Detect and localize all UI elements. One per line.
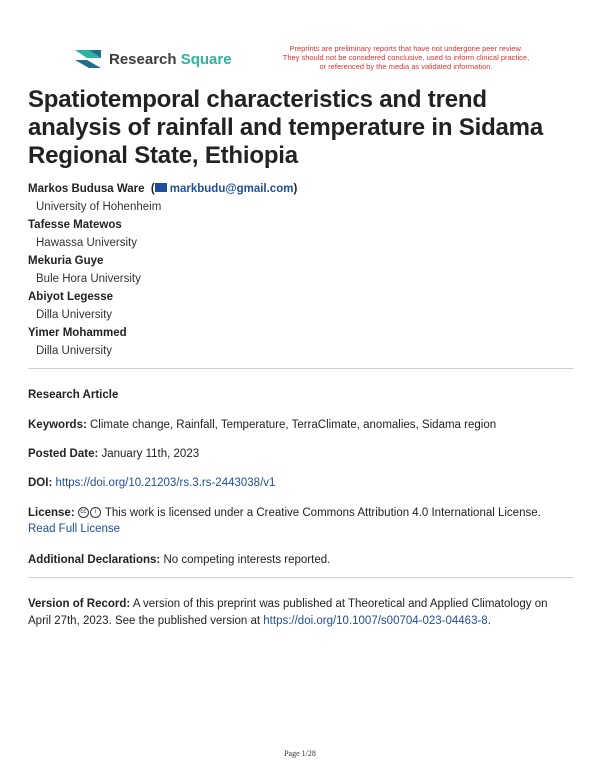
posted-date — [28, 446, 573, 462]
author-name: Markos Budusa Ware ( markbudu@gmail.com) — [28, 183, 298, 195]
notice-line: They should not be considered conclusive, used to inform clinical practice, — [282, 53, 530, 62]
logo-wordmark: Research Square — [109, 50, 232, 68]
preprint-notice — [271, 44, 541, 71]
paper-title: Spatiotemporal characteristics and trend analysis of rainfall and temperature in Sidama Regional State, Ethiopia — [28, 86, 543, 169]
author-name: Abiyot Legesse — [28, 291, 113, 303]
published-version-link[interactable]: https://doi.org/10.1007/s00704-023-04463-8 — [263, 615, 488, 627]
posted-label: Posted Date: — [28, 448, 99, 460]
attribution-icon: i — [90, 507, 101, 518]
version-value: A version of this preprint was published at Theoretical and Applied Climatology on April 27th, 2023. See the published version at — [28, 598, 548, 627]
declarations-label: Additional Declarations: — [28, 554, 161, 566]
version-label: Version of Record: — [28, 598, 131, 610]
keywords — [28, 417, 573, 433]
envelope-icon — [155, 183, 167, 192]
version-of-record — [28, 596, 573, 630]
keywords-label: Keywords: — [28, 419, 87, 431]
author-list — [28, 181, 573, 361]
notice-line: or referenced by the media as validated information. — [319, 62, 493, 71]
author-email-link[interactable]: markbudu@gmail.com — [169, 183, 294, 195]
license-label: License: — [28, 507, 75, 519]
research-square-logo[interactable] — [73, 46, 232, 72]
divider — [28, 368, 573, 369]
doi — [28, 475, 573, 491]
author-affiliation: Dilla University — [36, 309, 113, 321]
license — [28, 505, 573, 537]
read-full-license-link[interactable]: Read Full License — [28, 523, 121, 535]
divider — [28, 577, 573, 578]
doi-link[interactable]: https://doi.org/10.21203/rs.3.rs-2443038/v1 — [55, 477, 276, 489]
author-affiliation: University of Hohenheim — [36, 201, 162, 213]
additional-declarations — [28, 552, 573, 568]
research-square-logo-icon — [73, 46, 103, 72]
keywords-value: Climate change, Rainfall, Temperature, TerraClimate, anomalies, Sidama region — [90, 419, 497, 431]
version-end: . — [487, 615, 491, 627]
declarations-value: No competing interests reported. — [163, 554, 331, 566]
posted-value: January 11th, 2023 — [101, 448, 200, 460]
notice-line: Preprints are preliminary reports that have not undergone peer review. — [289, 44, 523, 53]
page-header — [73, 44, 573, 80]
doi-label: DOI: — [28, 477, 53, 489]
author-name: Yimer Mohammed — [28, 327, 127, 339]
author-affiliation: Dilla University — [36, 345, 113, 357]
author-affiliation: Hawassa University — [36, 237, 137, 249]
author-name: Mekuria Guye — [28, 255, 104, 267]
cc-icon: cc — [78, 507, 89, 518]
article-type: Research Article — [28, 389, 119, 401]
author-name: Tafesse Matewos — [28, 219, 122, 231]
license-value: This work is licensed under a Creative Commons Attribution 4.0 International License. — [104, 507, 541, 519]
author-affiliation: Bule Hora University — [36, 273, 141, 285]
page-number: Page 1/28 — [284, 749, 316, 758]
